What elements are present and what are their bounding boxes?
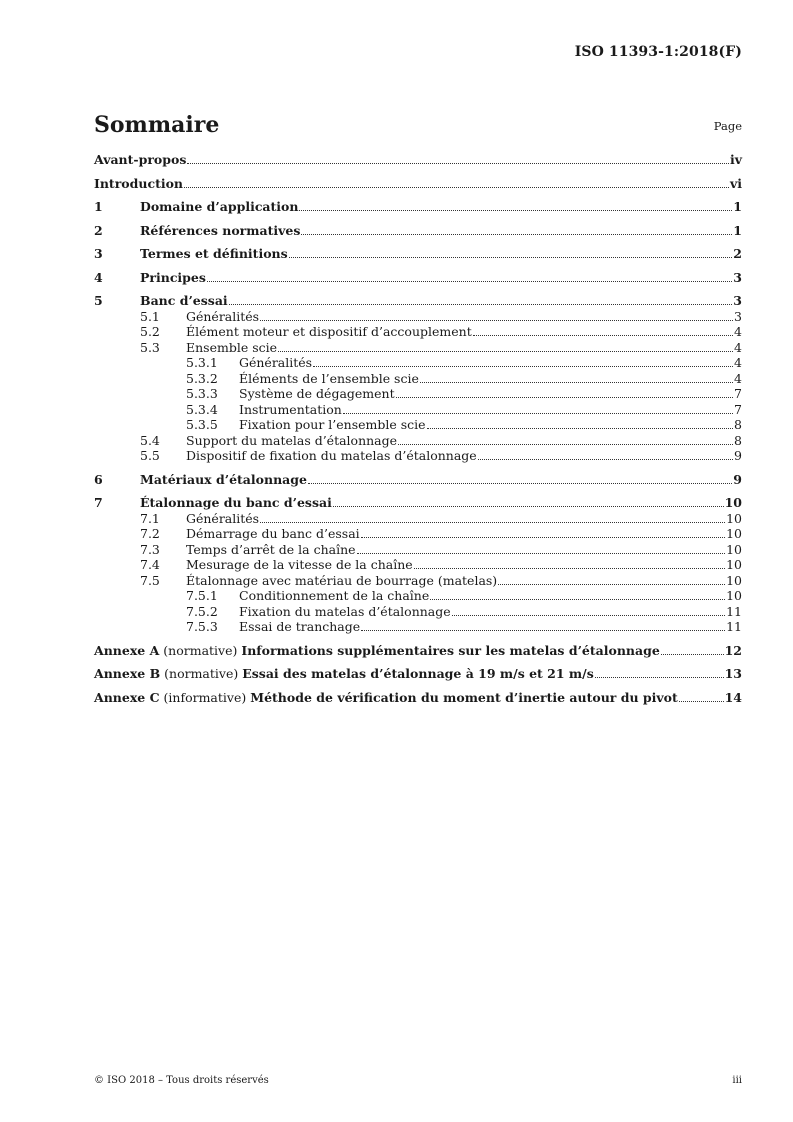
toc-entry-number: 7.5.2 xyxy=(186,603,218,619)
footer-page-number: iii xyxy=(732,1075,742,1086)
toc-entry-page: iv xyxy=(729,152,742,167)
toc-entry-title: Domaine d’application xyxy=(140,199,299,214)
toc-entry[interactable] xyxy=(94,152,742,168)
toc-entry[interactable] xyxy=(94,309,742,325)
toc-entry[interactable] xyxy=(94,324,742,340)
toc-entry-title: Système de dégagement xyxy=(239,386,395,401)
toc-entry-title: Fixation pour l’ensemble scie xyxy=(239,417,426,432)
dot-leader xyxy=(301,234,732,235)
dot-leader xyxy=(414,568,725,569)
toc-entry-page: vi xyxy=(729,175,742,191)
toc-entry-number: 7.5 xyxy=(140,572,160,588)
toc-entry-page: 4 xyxy=(734,355,742,370)
toc-entry-number: 5.4 xyxy=(140,432,160,448)
toc-entry-page: 3 xyxy=(733,269,742,285)
toc-entry-title: Matériaux d’étalonnage xyxy=(140,471,307,487)
toc-entry[interactable] xyxy=(94,448,742,464)
annex-page: 14 xyxy=(724,689,742,705)
toc-entry-number: 5.3.5 xyxy=(186,417,218,432)
toc-entry-page: 10 xyxy=(726,526,742,541)
toc-entry-page: 10 xyxy=(726,572,742,588)
annex-title: Informations supplémentaires sur les matelas d’étalonnage xyxy=(241,642,660,658)
toc-entry-number: 7.2 xyxy=(140,526,160,541)
toc-entry-page: 10 xyxy=(726,557,742,572)
toc-entry-number: 2 xyxy=(94,222,103,238)
toc-entry-page: 10 xyxy=(726,541,742,557)
toc-entry-page: 4 xyxy=(734,370,742,386)
toc-entry-number: 4 xyxy=(94,269,103,285)
toc-entry[interactable] xyxy=(94,402,742,418)
toc-annex-entry[interactable] xyxy=(94,690,742,706)
toc-entry-number: 1 xyxy=(94,199,103,214)
annex-kind: (normative) xyxy=(164,666,239,681)
toc-entry-number: 5 xyxy=(94,293,103,308)
toc-annex-entry[interactable] xyxy=(94,666,742,682)
dot-leader xyxy=(452,615,725,616)
toc-entry-title: Étalonnage du banc d’essai xyxy=(140,495,332,510)
toc-entry[interactable] xyxy=(94,246,742,262)
dot-leader xyxy=(427,428,734,429)
toc-entry-page: 10 xyxy=(726,510,742,526)
dot-leader xyxy=(299,210,732,211)
dot-leader xyxy=(396,397,733,398)
toc-entry[interactable] xyxy=(94,604,742,620)
toc-entry[interactable] xyxy=(94,270,742,286)
toc-entry[interactable] xyxy=(94,619,742,635)
toc-entry[interactable] xyxy=(94,573,742,589)
toc-entry-page: 9 xyxy=(733,471,742,487)
toc-entry[interactable] xyxy=(94,417,742,433)
dot-leader xyxy=(498,584,725,585)
toc-entry-page: 8 xyxy=(734,432,742,448)
toc-entry-number: 5.3.2 xyxy=(186,370,218,386)
dot-leader xyxy=(184,187,729,188)
toc-entry-title: Temps d’arrêt de la chaîne xyxy=(186,541,356,557)
toc-entry-page: 10 xyxy=(724,495,742,510)
toc-entry-title: Conditionnement de la chaîne xyxy=(239,588,430,603)
footer-copyright: © ISO 2018 – Tous droits réservés xyxy=(94,1075,269,1086)
toc-entry-number: 7.1 xyxy=(140,510,160,526)
page-column-label: Page xyxy=(713,119,742,133)
toc-entry[interactable] xyxy=(94,495,742,511)
toc-entry[interactable] xyxy=(94,340,742,356)
toc-entry-title: Banc d’essai xyxy=(140,293,228,308)
toc-entry-page: 3 xyxy=(733,293,742,308)
dot-leader xyxy=(361,537,725,538)
toc-entry-page: 8 xyxy=(734,417,742,432)
toc-entry[interactable] xyxy=(94,176,742,192)
toc-entry[interactable] xyxy=(94,588,742,604)
toc-entry[interactable] xyxy=(94,199,742,215)
toc-entry-page: 11 xyxy=(726,603,742,619)
annex-page: 13 xyxy=(724,666,742,681)
toc-entry[interactable] xyxy=(94,511,742,527)
toc-entry-title: Introduction xyxy=(94,175,184,191)
toc-entry-page: 1 xyxy=(733,222,742,238)
toc-entry-title: Généralités xyxy=(186,308,260,324)
dot-leader xyxy=(260,522,725,523)
toc-entry-number: 7 xyxy=(94,495,103,510)
annex-label: Annexe A xyxy=(94,642,160,658)
toc-entry-title: Principes xyxy=(140,269,206,285)
dot-leader xyxy=(229,304,733,305)
dot-leader xyxy=(289,257,733,258)
toc-entry-page: 7 xyxy=(734,401,742,417)
dot-leader xyxy=(308,483,732,484)
toc-entry[interactable] xyxy=(94,293,742,309)
document-reference: ISO 11393-1:2018(F) xyxy=(574,44,742,60)
toc-entry-title: Support du matelas d’étalonnage xyxy=(186,432,398,448)
toc-entry-title: Fixation du matelas d’étalonnage xyxy=(239,603,451,619)
toc-entry-number: 7.3 xyxy=(140,541,160,557)
toc-entry-number: 5.3.3 xyxy=(186,386,218,401)
toc-entry-title: Démarrage du banc d’essai xyxy=(186,526,360,541)
annex-label: Annexe C xyxy=(94,689,160,705)
toc-entry-page: 11 xyxy=(726,619,742,634)
annex-page: 12 xyxy=(724,642,742,658)
toc-entry[interactable] xyxy=(94,433,742,449)
toc-entry-page: 10 xyxy=(726,588,742,603)
toc-entry-page: 3 xyxy=(734,308,742,324)
toc-entry-title: Généralités xyxy=(186,510,260,526)
toc-entry-title: Élément moteur et dispositif d’accouplement xyxy=(186,324,472,339)
toc-entry[interactable] xyxy=(94,223,742,239)
toc-annex-entry[interactable] xyxy=(94,643,742,659)
toc-entry-page: 9 xyxy=(734,448,742,463)
toc-entry-number: 6 xyxy=(94,471,103,487)
toc-entry[interactable] xyxy=(94,557,742,573)
toc-entry-title: Avant-propos xyxy=(94,152,187,167)
toc-entry-title: Éléments de l’ensemble scie xyxy=(239,370,419,386)
toc-entry-number: 7.5.3 xyxy=(186,619,218,634)
table-of-contents xyxy=(94,152,742,705)
toc-entry-page: 4 xyxy=(734,339,742,355)
annex-title: Essai des matelas d’étalonnage à 19 m/s et 21 m/s xyxy=(242,666,594,681)
dot-leader xyxy=(333,506,724,507)
toc-entry-title: Termes et définitions xyxy=(140,246,288,261)
toc-entry-number: 7.5.1 xyxy=(186,588,218,603)
dot-leader xyxy=(278,351,733,352)
dot-leader xyxy=(595,677,724,678)
toc-entry-page: 1 xyxy=(733,199,742,214)
toc-entry[interactable] xyxy=(94,386,742,402)
page-title: Sommaire xyxy=(94,112,220,138)
toc-entry-number: 5.2 xyxy=(140,324,160,339)
dot-leader xyxy=(187,163,729,164)
dot-leader xyxy=(679,701,724,702)
toc-entry-title: Dispositif de fixation du matelas d’étalonnage xyxy=(186,448,477,463)
dot-leader xyxy=(430,599,725,600)
toc-entry[interactable] xyxy=(94,355,742,371)
toc-entry-number: 5.3 xyxy=(140,339,160,355)
toc-entry-title: Instrumentation xyxy=(239,401,342,417)
toc-entry[interactable] xyxy=(94,542,742,558)
dot-leader xyxy=(207,281,732,282)
toc-entry[interactable] xyxy=(94,526,742,542)
toc-entry-title: Mesurage de la vitesse de la chaîne xyxy=(186,557,413,572)
dot-leader xyxy=(398,444,733,445)
toc-entry[interactable] xyxy=(94,472,742,488)
toc-entry-number: 7.4 xyxy=(140,557,160,572)
toc-entry[interactable] xyxy=(94,371,742,387)
annex-kind: (informative) xyxy=(163,689,247,705)
toc-entry-number: 5.3.1 xyxy=(186,355,218,370)
annex-kind: (normative) xyxy=(163,642,238,658)
dot-leader xyxy=(420,382,733,383)
dot-leader xyxy=(357,553,726,554)
dot-leader xyxy=(661,654,724,655)
dot-leader xyxy=(260,320,733,321)
dot-leader xyxy=(313,366,733,367)
toc-entry-page: 2 xyxy=(733,246,742,261)
toc-entry-number: 5.1 xyxy=(140,308,160,324)
toc-entry-page: 7 xyxy=(734,386,742,401)
toc-entry-page: 4 xyxy=(734,324,742,339)
annex-title: Méthode de vérification du moment d’inertie autour du pivot xyxy=(250,689,678,705)
toc-entry-title: Généralités xyxy=(239,355,313,370)
dot-leader xyxy=(473,335,733,336)
dot-leader xyxy=(343,413,733,414)
toc-entry-title: Étalonnage avec matériau de bourrage (matelas) xyxy=(186,572,498,588)
dot-leader xyxy=(361,630,725,631)
toc-entry-title: Ensemble scie xyxy=(186,339,278,355)
dot-leader xyxy=(478,459,733,460)
toc-entry-title: Essai de tranchage xyxy=(239,619,361,634)
toc-entry-number: 3 xyxy=(94,246,103,261)
toc-entry-title: Références normatives xyxy=(140,222,301,238)
toc-entry-number: 5.3.4 xyxy=(186,401,218,417)
annex-label: Annexe B xyxy=(94,666,161,681)
toc-entry-number: 5.5 xyxy=(140,448,160,463)
